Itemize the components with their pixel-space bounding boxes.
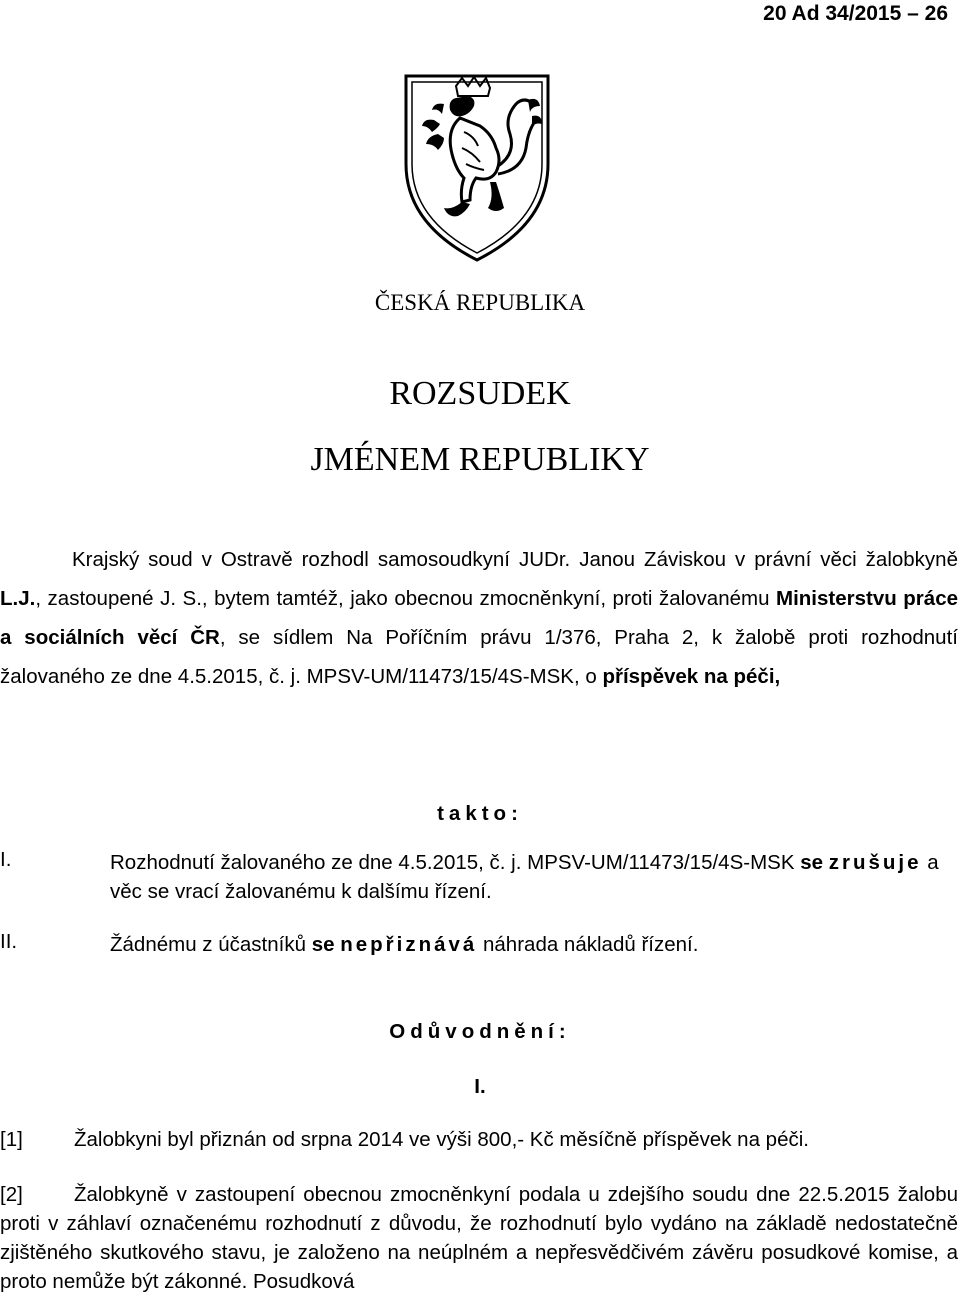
verdict-item-verb: zrušuje — [828, 851, 922, 874]
document-subtitle: JMÉNEM REPUBLIKY — [310, 441, 650, 478]
intro-paragraph — [0, 540, 958, 696]
paragraph-number: [2] — [0, 1183, 23, 1206]
verdict-item — [110, 848, 956, 906]
paragraph-text: Žalobkyni byl přiznán od srpna 2014 ve výši 800,- Kč měsíčně příspěvek na péči. — [74, 1128, 809, 1151]
verdict-item-se: se — [311, 933, 335, 956]
verdict-item — [110, 930, 956, 959]
verdict-item-text: Rozhodnutí žalovaného ze dne 4.5.2015, č. j. MPSV-UM/11473/15/4S-MSK — [110, 851, 801, 874]
verdict-label: takto: — [437, 802, 523, 825]
reasoning-label: Odůvodnění: — [389, 1020, 571, 1043]
verdict-item-se: se — [800, 851, 824, 874]
intro-text-2: , zastoupené J. S., bytem tamtéž, jako obecnou zmocněnkyní, proti žalovanému — [35, 587, 777, 610]
plaintiff-name: L.J. — [0, 587, 36, 610]
reasoning-section-number: I. — [474, 1075, 486, 1098]
verdict-item-text: Žádnému z účastníků — [110, 933, 312, 956]
paragraph-number: [1] — [0, 1128, 23, 1151]
verdict-item-number: I. — [0, 848, 12, 871]
verdict-item-text: náhrada nákladů řízení. — [477, 933, 699, 956]
subject-matter: příspěvek na péči, — [602, 665, 781, 688]
verdict-item-text: a věc se vrací žalovanému k dalšímu řízení. — [110, 851, 939, 903]
paragraph-text: Žalobkyně v zastoupení obecnou zmocněnkyní podala u zdejšího soudu dne 22.5.2015 žalobu proti v záhlaví označenému rozhodnutí z důvodu, že rozhodnutí bylo vydáno na základě nedostatečně zjištěného skutkového stavu, je založeno na neúplném a nepřesvědčivém závěru posudkové komise, a proto nemůže být zákonné. Posudková — [0, 1183, 958, 1293]
case-reference: 20 Ad 34/2015 – 26 — [763, 2, 948, 25]
intro-text-1: Krajský soud v Ostravě rozhodl samosoudkyní JUDr. Janou Záviskou v právní věci žalobkyně — [72, 548, 958, 571]
defendant-name: Ministerstvu práce a sociálních věcí ČR — [0, 587, 958, 649]
verdict-item-verb: nepřiznává — [340, 933, 478, 956]
verdict-item-number: II. — [0, 930, 18, 953]
country-heading: ČESKÁ REPUBLIKA — [374, 290, 586, 315]
paragraph — [0, 1180, 958, 1296]
document-title: ROZSUDEK — [389, 375, 571, 412]
intro-text-3: , se sídlem Na Poříčním právu 1/376, Praha 2, k žalobě proti rozhodnutí žalovaného ze dne 4.5.2015, č. j. MPSV-UM/11473/15/4S-MSK, o — [0, 626, 958, 688]
coat-of-arms-icon — [404, 74, 550, 262]
